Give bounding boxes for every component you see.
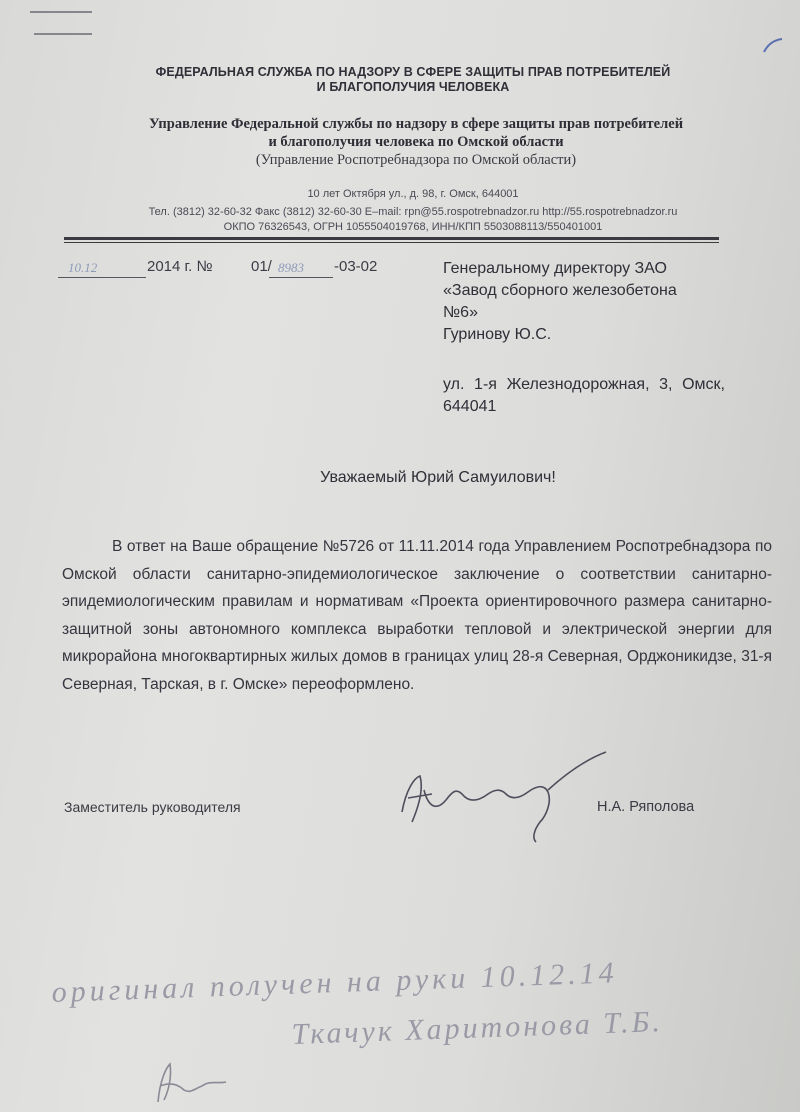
header-rule-thick bbox=[64, 237, 719, 240]
reg-number-underline bbox=[269, 277, 333, 278]
recipient-name: Гуринову Ю.С. bbox=[443, 326, 552, 343]
pen-mark-icon bbox=[758, 36, 788, 56]
service-name-line2: И БЛАГОПОЛУЧИЯ ЧЕЛОВЕКА bbox=[316, 80, 510, 94]
greeting: Уважаемый Юрий Самуилович! bbox=[320, 469, 556, 486]
handwritten-note-line2: Ткачук Харитонова Т.Б. bbox=[291, 1005, 664, 1051]
recipient-address: ул. 1-я Железнодорожная, 3, Омск, 644041 bbox=[443, 376, 725, 415]
recipient-block bbox=[443, 258, 723, 346]
office-name-line1: Управление Федеральной службы по надзору в сфере защиты прав потребителей bbox=[148, 116, 684, 132]
signatory-name: Н.А. Ряполова bbox=[597, 799, 695, 815]
office-contacts: Тел. (3812) 32-60-32 Факс (3812) 32-60-30 E–mail: rpn@55.rospotrebnadzor.ru http://55.rospotrebnadzor.ru bbox=[148, 206, 678, 218]
recipient-line3: №6» bbox=[443, 304, 478, 321]
reg-date-handwritten: 10.12 bbox=[68, 260, 98, 275]
recipient-line1: Генеральному директору ЗАО bbox=[443, 260, 667, 277]
header-rule-thin bbox=[64, 242, 719, 243]
reg-number-suffix: -03-02 bbox=[334, 258, 378, 275]
letter-body: В ответ на Ваше обращение №5726 от 11.11.2014 года Управлением Роспотребнадзора по Омской области санитарно-эпидемиологическое заключение о соответствии санитарно-эпидемиологическим правилам и нормативам «Проекта ориентировочного размера санитарно-защитной зоны автономного комплекса выработки тепловой и электрической энергии для микрорайона многоквартирных жилых домов в границах улиц 28-я Северная, Орджоникидзе, 31-я Северная, Тарская, в г. Омске» переоформлено. bbox=[62, 538, 772, 693]
registration-line bbox=[58, 258, 418, 280]
recipient-line2: «Завод сборного железобетона bbox=[443, 282, 677, 299]
office-short-name: (Управление Роспотребнадзора по Омской области) bbox=[255, 152, 577, 168]
office-address: 10 лет Октября ул., д. 98, г. Омск, 644001 bbox=[307, 188, 519, 200]
signatory-title: Заместитель руководителя bbox=[64, 799, 241, 815]
reg-number-handwritten: 8983 bbox=[278, 260, 304, 275]
office-name-line2: и благополучия человека по Омской области bbox=[268, 134, 564, 150]
handwritten-note-line1: оригинал получен на руки 10.12.14 bbox=[51, 956, 619, 1009]
service-name-line1: ФЕДЕРАЛЬНАЯ СЛУЖБА ПО НАДЗОРУ В СФЕРЕ ЗАЩИТЫ ПРАВ ПОТРЕБИТЕЛЕЙ bbox=[155, 65, 671, 79]
corner-stamp-icon bbox=[26, 6, 96, 40]
reg-year: 2014 г. № bbox=[147, 258, 213, 275]
reg-number-prefix: 01/ bbox=[251, 258, 272, 275]
bottom-initials-icon bbox=[158, 1064, 226, 1102]
reg-date-underline bbox=[58, 277, 146, 278]
office-codes: ОКПО 76326543, ОГРН 1055504019768, ИНН/КПП 5503088113/550401001 bbox=[223, 221, 603, 233]
